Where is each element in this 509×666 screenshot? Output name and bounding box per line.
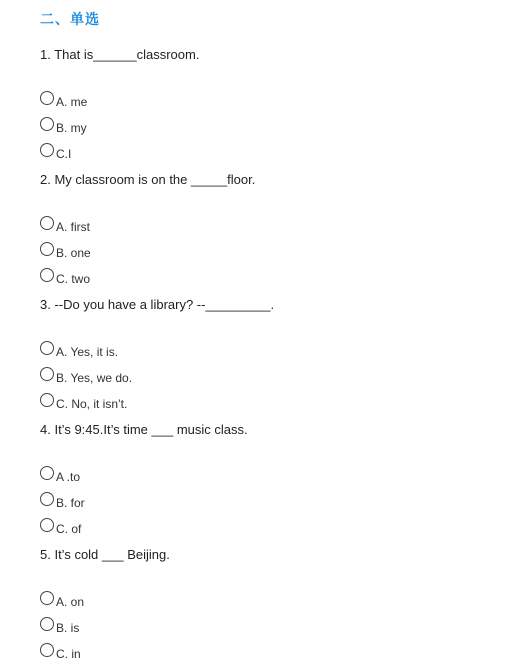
option-b[interactable] — [40, 109, 199, 135]
option-c[interactable] — [40, 135, 199, 161]
option-group — [40, 83, 199, 161]
radio-button[interactable] — [40, 367, 54, 381]
radio-button[interactable] — [40, 643, 54, 657]
option-group — [40, 333, 274, 411]
question-3 — [40, 297, 274, 411]
question-1 — [40, 47, 199, 161]
radio-button[interactable] — [40, 91, 54, 105]
question-4 — [40, 422, 248, 536]
option-a[interactable] — [40, 458, 248, 484]
question-text: 4. It’s 9:45.It’s time ___ music class. — [40, 422, 248, 437]
option-label: A. me — [56, 95, 88, 109]
option-b[interactable] — [40, 234, 255, 260]
option-label: C. two — [56, 272, 91, 286]
radio-button[interactable] — [40, 242, 54, 256]
section-title: 二、单选 — [40, 11, 100, 27]
radio-button[interactable] — [40, 216, 54, 230]
radio-button[interactable] — [40, 466, 54, 480]
question-text: 2. My classroom is on the _____floor. — [40, 172, 256, 187]
radio-button[interactable] — [40, 268, 54, 282]
option-a[interactable] — [40, 583, 170, 609]
question-text: 3. --Do you have a library? --_________. — [40, 297, 275, 312]
option-c[interactable] — [40, 385, 274, 411]
option-group — [40, 583, 170, 661]
option-label: A. Yes, it is. — [56, 345, 119, 359]
option-a[interactable] — [40, 333, 274, 359]
option-label: C. in — [56, 647, 81, 661]
option-group — [40, 458, 248, 536]
radio-button[interactable] — [40, 591, 54, 605]
option-group — [40, 208, 255, 286]
question-5 — [40, 547, 170, 661]
radio-button[interactable] — [40, 617, 54, 631]
option-a[interactable] — [40, 83, 199, 109]
radio-button[interactable] — [40, 143, 54, 157]
option-label: A .to — [56, 470, 81, 484]
option-label: B. my — [56, 121, 87, 135]
option-b[interactable] — [40, 359, 274, 385]
option-c[interactable] — [40, 635, 170, 661]
question-text: 1. That is______classroom. — [40, 47, 200, 62]
radio-button[interactable] — [40, 117, 54, 131]
option-a[interactable] — [40, 208, 255, 234]
option-b[interactable] — [40, 609, 170, 635]
option-c[interactable] — [40, 510, 248, 536]
option-b[interactable] — [40, 484, 248, 510]
option-label: C. No, it isn’t. — [56, 397, 128, 411]
option-label: C. of — [56, 522, 82, 536]
option-label: C.I — [56, 147, 72, 161]
radio-button[interactable] — [40, 492, 54, 506]
radio-button[interactable] — [40, 341, 54, 355]
option-label: B. is — [56, 621, 80, 635]
option-label: A. first — [56, 220, 91, 234]
option-label: B. for — [56, 496, 85, 510]
option-c[interactable] — [40, 260, 255, 286]
option-label: B. one — [56, 246, 91, 260]
option-label: B. Yes, we do. — [56, 371, 133, 385]
radio-button[interactable] — [40, 518, 54, 532]
radio-button[interactable] — [40, 393, 54, 407]
question-2 — [40, 172, 255, 286]
option-label: A. on — [56, 595, 85, 609]
question-text: 5. It’s cold ___ Beijing. — [40, 547, 170, 562]
